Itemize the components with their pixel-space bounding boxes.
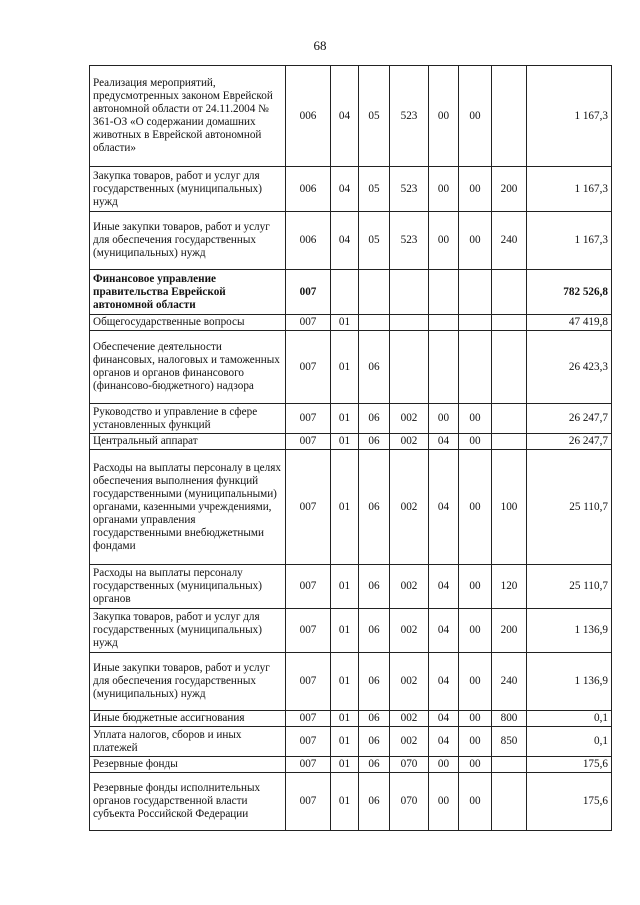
table-row: [90, 711, 612, 727]
cell-csr2: 00: [429, 212, 459, 270]
cell-csr2: [429, 270, 459, 315]
cell-csr2: 00: [429, 757, 459, 773]
cell-pr: 06: [359, 565, 390, 609]
cell-rz: 01: [331, 331, 359, 404]
cell-ved: 007: [286, 450, 331, 565]
cell-name: Резервные фонды исполнительных органов государственной власти субъекта Российской Федерации: [90, 773, 286, 831]
cell-csr1: 002: [390, 565, 429, 609]
cell-vr: 800: [492, 711, 527, 727]
cell-csr3: 00: [459, 711, 492, 727]
cell-csr3: 00: [459, 212, 492, 270]
cell-csr1: 002: [390, 434, 429, 450]
cell-rz: [331, 270, 359, 315]
cell-csr3: [459, 331, 492, 404]
cell-sum: 1 167,3: [527, 167, 612, 212]
cell-csr2: 04: [429, 711, 459, 727]
cell-csr3: [459, 315, 492, 331]
cell-sum: 0,1: [527, 727, 612, 757]
cell-csr3: [459, 270, 492, 315]
cell-name: Закупка товаров, работ и услуг для государственных (муниципальных) нужд: [90, 609, 286, 653]
cell-rz: 01: [331, 727, 359, 757]
cell-name: Уплата налогов, сборов и иных платежей: [90, 727, 286, 757]
cell-rz: 01: [331, 450, 359, 565]
cell-name: Обеспечение деятельности финансовых, налоговых и таможенных органов и органов финансового (финансово-бюджетного) надзора: [90, 331, 286, 404]
table-row: [90, 565, 612, 609]
cell-sum: 1 136,9: [527, 609, 612, 653]
cell-name: Иные закупки товаров, работ и услуг для обеспечения государственных (муниципальных) нужд: [90, 212, 286, 270]
cell-csr1: 523: [390, 66, 429, 167]
cell-pr: 06: [359, 727, 390, 757]
cell-ved: 007: [286, 711, 331, 727]
cell-ved: 006: [286, 167, 331, 212]
table-row: [90, 773, 612, 831]
table-row: [90, 653, 612, 711]
cell-pr: 06: [359, 711, 390, 727]
budget-table: [89, 65, 612, 831]
cell-ved: 006: [286, 212, 331, 270]
cell-csr1: 002: [390, 711, 429, 727]
cell-name: Общегосударственные вопросы: [90, 315, 286, 331]
cell-csr2: 04: [429, 450, 459, 565]
table-body: [90, 66, 612, 831]
cell-csr1: 002: [390, 404, 429, 434]
cell-ved: 007: [286, 315, 331, 331]
cell-csr1: 002: [390, 653, 429, 711]
cell-vr: [492, 66, 527, 167]
cell-vr: [492, 773, 527, 831]
cell-ved: 007: [286, 404, 331, 434]
cell-csr2: 00: [429, 66, 459, 167]
cell-vr: 200: [492, 609, 527, 653]
cell-csr1: 523: [390, 167, 429, 212]
cell-pr: 06: [359, 331, 390, 404]
cell-vr: 200: [492, 167, 527, 212]
cell-ved: 007: [286, 609, 331, 653]
cell-csr2: [429, 315, 459, 331]
cell-sum: 0,1: [527, 711, 612, 727]
table-row: [90, 66, 612, 167]
cell-vr: [492, 331, 527, 404]
cell-vr: 120: [492, 565, 527, 609]
cell-csr2: 00: [429, 404, 459, 434]
cell-name: Иные закупки товаров, работ и услуг для обеспечения государственных (муниципальных) нужд: [90, 653, 286, 711]
cell-vr: [492, 315, 527, 331]
cell-ved: 006: [286, 66, 331, 167]
cell-name: Закупка товаров, работ и услуг для государственных (муниципальных) нужд: [90, 167, 286, 212]
table-row: [90, 167, 612, 212]
cell-sum: 25 110,7: [527, 565, 612, 609]
table-row: [90, 434, 612, 450]
cell-vr: 240: [492, 212, 527, 270]
cell-csr1: [390, 270, 429, 315]
cell-name: Расходы на выплаты персоналу государственных (муниципальных) органов: [90, 565, 286, 609]
cell-pr: 05: [359, 167, 390, 212]
cell-name: Иные бюджетные ассигнования: [90, 711, 286, 727]
cell-csr1: [390, 315, 429, 331]
cell-csr3: 00: [459, 757, 492, 773]
cell-pr: 06: [359, 653, 390, 711]
cell-ved: 007: [286, 653, 331, 711]
cell-csr2: 04: [429, 565, 459, 609]
cell-ved: 007: [286, 434, 331, 450]
cell-sum: 47 419,8: [527, 315, 612, 331]
cell-csr3: 00: [459, 653, 492, 711]
cell-sum: 1 167,3: [527, 66, 612, 167]
cell-csr2: [429, 331, 459, 404]
cell-vr: [492, 757, 527, 773]
cell-rz: 04: [331, 212, 359, 270]
cell-vr: 850: [492, 727, 527, 757]
cell-pr: 05: [359, 66, 390, 167]
cell-rz: 01: [331, 565, 359, 609]
cell-vr: 100: [492, 450, 527, 565]
cell-vr: [492, 270, 527, 315]
cell-rz: 01: [331, 653, 359, 711]
table-row: [90, 757, 612, 773]
cell-csr2: 00: [429, 167, 459, 212]
cell-sum: 175,6: [527, 757, 612, 773]
cell-csr2: 04: [429, 434, 459, 450]
cell-csr3: 00: [459, 167, 492, 212]
cell-csr1: 070: [390, 757, 429, 773]
cell-rz: 01: [331, 434, 359, 450]
cell-vr: 240: [492, 653, 527, 711]
cell-csr3: 00: [459, 609, 492, 653]
page-number: 68: [313, 38, 327, 53]
table-row: [90, 609, 612, 653]
cell-pr: 05: [359, 212, 390, 270]
table-row: [90, 315, 612, 331]
cell-name: Резервные фонды: [90, 757, 286, 773]
cell-name: Центральный аппарат: [90, 434, 286, 450]
cell-csr3: 00: [459, 434, 492, 450]
cell-rz: 04: [331, 167, 359, 212]
table-row: [90, 212, 612, 270]
cell-csr2: 04: [429, 727, 459, 757]
cell-sum: 1 167,3: [527, 212, 612, 270]
cell-vr: [492, 404, 527, 434]
cell-csr1: 002: [390, 609, 429, 653]
cell-sum: 1 136,9: [527, 653, 612, 711]
cell-sum: 175,6: [527, 773, 612, 831]
cell-rz: 01: [331, 404, 359, 434]
cell-ved: 007: [286, 727, 331, 757]
cell-csr1: 002: [390, 727, 429, 757]
table-row: [90, 331, 612, 404]
cell-name: Реализация мероприятий, предусмотренных законом Еврейской автономной области от 24.11.2004 № 361-ОЗ «О содержании домашних животных в Еврейской автономной области»: [90, 66, 286, 167]
cell-name: Финансовое управление правительства Еврейской автономной области: [90, 270, 286, 315]
cell-rz: 04: [331, 66, 359, 167]
cell-vr: [492, 434, 527, 450]
cell-name: Руководство и управление в сфере установленных функций: [90, 404, 286, 434]
cell-rz: 01: [331, 773, 359, 831]
cell-rz: 01: [331, 757, 359, 773]
cell-sum: 25 110,7: [527, 450, 612, 565]
cell-csr1: 070: [390, 773, 429, 831]
cell-csr2: 00: [429, 773, 459, 831]
cell-csr2: 04: [429, 653, 459, 711]
cell-csr3: 00: [459, 66, 492, 167]
cell-ved: 007: [286, 565, 331, 609]
cell-csr3: 00: [459, 450, 492, 565]
cell-pr: [359, 315, 390, 331]
cell-ved: 007: [286, 773, 331, 831]
cell-pr: 06: [359, 773, 390, 831]
table-row: [90, 270, 612, 315]
cell-sum: 26 423,3: [527, 331, 612, 404]
cell-rz: 01: [331, 609, 359, 653]
cell-csr1: 002: [390, 450, 429, 565]
cell-csr3: 00: [459, 727, 492, 757]
cell-pr: 06: [359, 404, 390, 434]
table-row: [90, 727, 612, 757]
cell-pr: 06: [359, 609, 390, 653]
cell-pr: 06: [359, 450, 390, 565]
cell-sum: 26 247,7: [527, 434, 612, 450]
cell-name: Расходы на выплаты персоналу в целях обеспечения выполнения функций государственными (муниципальными) органами, казенными учреждениями, органами управления государственными внебюджетными фондами: [90, 450, 286, 565]
cell-csr1: [390, 331, 429, 404]
cell-pr: 06: [359, 757, 390, 773]
cell-csr3: 00: [459, 565, 492, 609]
table-row: [90, 404, 612, 434]
cell-rz: 01: [331, 711, 359, 727]
cell-csr3: 00: [459, 404, 492, 434]
cell-ved: 007: [286, 270, 331, 315]
table-row: [90, 450, 612, 565]
cell-csr2: 04: [429, 609, 459, 653]
cell-csr1: 523: [390, 212, 429, 270]
cell-ved: 007: [286, 331, 331, 404]
cell-ved: 007: [286, 757, 331, 773]
cell-pr: [359, 270, 390, 315]
cell-sum: 26 247,7: [527, 404, 612, 434]
cell-pr: 06: [359, 434, 390, 450]
cell-sum: 782 526,8: [527, 270, 612, 315]
cell-rz: 01: [331, 315, 359, 331]
cell-csr3: 00: [459, 773, 492, 831]
